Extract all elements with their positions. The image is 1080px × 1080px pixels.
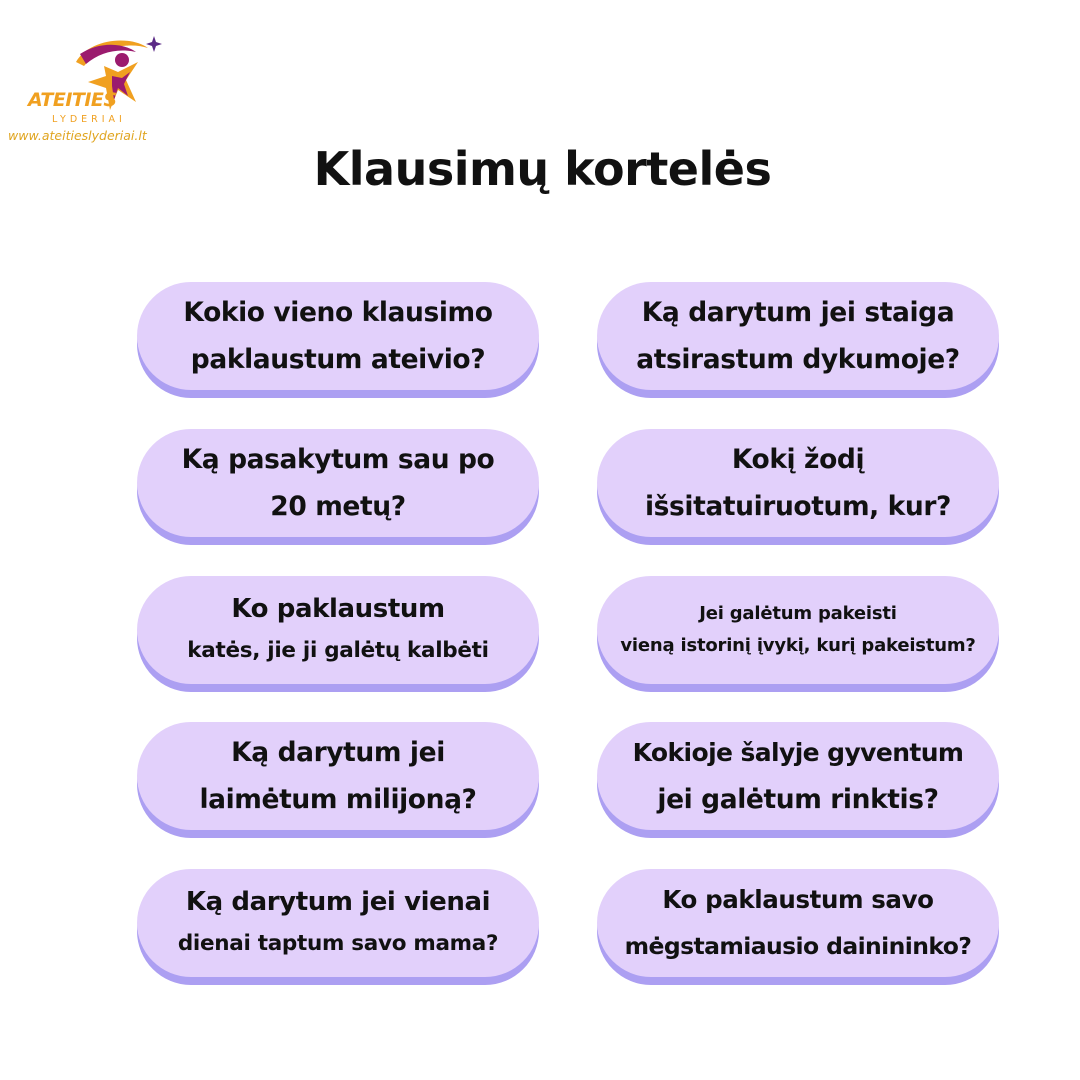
question-line: mėgstamiausio dainininko? [624,932,972,960]
question-card [597,869,999,977]
question-line: vieną istorinį įvykį, kurį pakeistum? [620,635,976,656]
logo-brand-bottom: LYDERIAI [52,114,126,125]
question-line: Kokio vieno klausimo [183,297,493,328]
question-card [137,576,539,684]
question-line: Kokį žodį [731,444,865,475]
question-line: Ką darytum jei [231,737,445,768]
question-card [597,722,999,830]
question-line: Ko paklaustum savo [662,885,934,914]
question-card [137,282,539,390]
question-line: katės, jie ji galėtų kalbėti [187,638,489,663]
question-card [597,429,999,537]
question-line: laimėtum milijoną? [199,784,477,815]
question-line: jei galėtum rinktis? [657,784,939,815]
question-line: Jei galėtum pakeisti [699,603,897,624]
question-card [137,869,539,977]
question-line: paklaustum ateivio? [190,344,486,375]
question-line: Ko paklaustum [231,594,445,624]
question-line: išsitatuiruotum, kur? [645,491,951,522]
page-title: Klausimų kortelės [313,142,772,196]
question-line: dienai taptum savo mama? [177,931,499,956]
logo-brand-top: ATEITIES [28,89,117,111]
question-line: Ką pasakytum sau po [181,444,495,475]
website-url: www.ateitieslyderiai.lt [8,128,147,143]
question-card [137,722,539,830]
question-line: Ką darytum jei vienai [185,887,491,917]
question-card [597,282,999,390]
question-line: Kokioje šalyje gyventum [632,738,964,767]
question-card [597,576,999,684]
question-line: Ką darytum jei staiga [641,297,955,328]
question-line: 20 metų? [270,491,406,522]
question-card [137,429,539,537]
question-line: atsirastum dykumoje? [636,344,960,375]
